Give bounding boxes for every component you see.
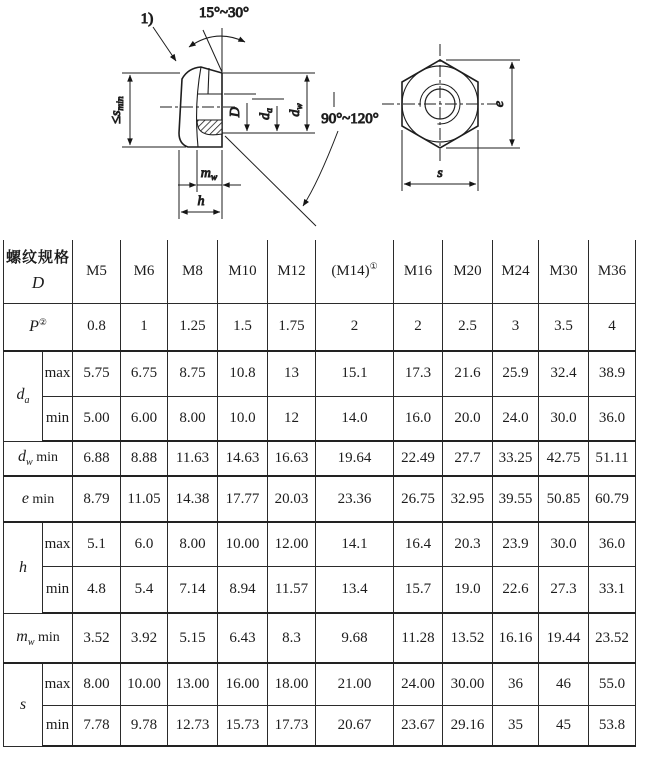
value-cell: 42.75 (539, 441, 589, 476)
smin-label: $\le s_{min}$ (109, 96, 126, 124)
dim-dw-label: $d_w$ (288, 103, 305, 117)
value-cell: 33.1 (589, 566, 636, 613)
value-cell: 24.0 (493, 396, 539, 441)
table-row (4, 522, 636, 566)
table-row (4, 705, 636, 746)
value-cell: 2 (394, 303, 443, 351)
value-cell: 8.75 (168, 351, 218, 396)
value-cell: 9.68 (316, 613, 394, 663)
value-cell: 16.63 (268, 441, 316, 476)
value-cell: 13.4 (316, 566, 394, 613)
value-cell: 39.55 (493, 476, 539, 522)
col-header: M24 (493, 240, 539, 303)
value-cell: 9.78 (121, 705, 168, 746)
col-header: M12 (268, 240, 316, 303)
hex-face-view (382, 44, 520, 191)
value-cell: 8.79 (73, 476, 121, 522)
col-header: M20 (443, 240, 493, 303)
value-cell: 20.67 (316, 705, 394, 746)
dim-mw-label: $m_w$ (200, 166, 218, 183)
dim-h-label: h (197, 194, 205, 209)
value-cell: 12 (268, 396, 316, 441)
value-cell: 11.05 (121, 476, 168, 522)
value-cell: 14.0 (316, 396, 394, 441)
value-cell: 4.8 (73, 566, 121, 613)
value-cell: 35 (493, 705, 539, 746)
dim-da-label: $d_a$ (258, 108, 275, 120)
row-label-cell: $m_w$ min (4, 613, 73, 663)
value-cell: 14.1 (316, 522, 394, 566)
value-cell: 5.1 (73, 522, 121, 566)
value-cell: 30.00 (443, 663, 493, 705)
value-cell: 17.3 (394, 351, 443, 396)
table-row (4, 396, 636, 441)
value-cell: 27.7 (443, 441, 493, 476)
value-cell: 1.5 (218, 303, 268, 351)
table-row (4, 441, 636, 476)
value-cell: 19.44 (539, 613, 589, 663)
value-cell: 30.0 (539, 396, 589, 441)
dim-e-label: e (492, 100, 507, 108)
value-cell: 8.88 (121, 441, 168, 476)
value-cell: 20.03 (268, 476, 316, 522)
value-cell: 11.28 (394, 613, 443, 663)
value-cell: 8.00 (73, 663, 121, 705)
note-ref-label: 1) (140, 11, 154, 27)
value-cell: 22.49 (394, 441, 443, 476)
value-cell: 21.00 (316, 663, 394, 705)
row-group-label-cell: $d_a$ (4, 351, 43, 441)
value-cell: 0.8 (73, 303, 121, 351)
value-cell: 21.6 (443, 351, 493, 396)
row-sublabel-cell: max (43, 522, 73, 566)
table-row (4, 613, 636, 663)
value-cell: 7.78 (73, 705, 121, 746)
table-row (4, 303, 636, 351)
value-cell: 23.52 (589, 613, 636, 663)
value-cell: 19.64 (316, 441, 394, 476)
col-header: M5 (73, 240, 121, 303)
countersink-angle-label: 90°~120° (321, 111, 379, 127)
value-cell: 10.8 (218, 351, 268, 396)
value-cell: 33.25 (493, 441, 539, 476)
value-cell: 3 (493, 303, 539, 351)
value-cell: 16.16 (493, 613, 539, 663)
value-cell: 45 (539, 705, 589, 746)
row-group-label-cell: s (4, 663, 43, 746)
thread-spec-label-cn: 螺纹规格 (6, 250, 71, 267)
value-cell: 5.00 (73, 396, 121, 441)
value-cell: 3.5 (539, 303, 589, 351)
row-label-cell: P② (4, 303, 73, 351)
chamfer-angle-label: 15°~30° (198, 5, 250, 21)
hex-corner-line (208, 68, 209, 94)
col-header: M8 (168, 240, 218, 303)
value-cell: 30.0 (539, 522, 589, 566)
table-row (4, 351, 636, 396)
header-row (4, 240, 636, 303)
col-header: M16 (394, 240, 443, 303)
value-cell: 7.14 (168, 566, 218, 613)
value-cell: 15.1 (316, 351, 394, 396)
spec-table (3, 240, 636, 747)
col-header: M30 (539, 240, 589, 303)
value-cell: 12.00 (268, 522, 316, 566)
value-cell: 15.73 (218, 705, 268, 746)
row-label-cell: e min (4, 476, 73, 522)
value-cell: 36 (493, 663, 539, 705)
value-cell: 23.36 (316, 476, 394, 522)
value-cell: 51.11 (589, 441, 636, 476)
locknut-technical-drawing (0, 0, 650, 240)
col-header: M36 (589, 240, 636, 303)
value-cell: 50.85 (539, 476, 589, 522)
value-cell: 8.00 (168, 522, 218, 566)
row-sublabel-cell: min (43, 566, 73, 613)
value-cell: 10.00 (218, 522, 268, 566)
value-cell: 38.9 (589, 351, 636, 396)
value-cell: 36.0 (589, 522, 636, 566)
value-cell: 10.00 (121, 663, 168, 705)
thread-spec-corner-cell (4, 240, 73, 303)
value-cell: 8.3 (268, 613, 316, 663)
value-cell: 26.75 (394, 476, 443, 522)
value-cell: 25.9 (493, 351, 539, 396)
value-cell: 29.16 (443, 705, 493, 746)
value-cell: 32.95 (443, 476, 493, 522)
value-cell: 10.0 (218, 396, 268, 441)
row-sublabel-cell: min (43, 705, 73, 746)
value-cell: 6.00 (121, 396, 168, 441)
side-section-view (109, 5, 379, 226)
value-cell: 1.75 (268, 303, 316, 351)
value-cell: 6.88 (73, 441, 121, 476)
value-cell: 16.4 (394, 522, 443, 566)
value-cell: 5.4 (121, 566, 168, 613)
note-leader (153, 27, 176, 61)
dim-chamfer-angle (189, 28, 245, 72)
value-cell: 36.0 (589, 396, 636, 441)
col-header: M10 (218, 240, 268, 303)
value-cell: 55.0 (589, 663, 636, 705)
value-cell: 18.00 (268, 663, 316, 705)
value-cell: 3.52 (73, 613, 121, 663)
value-cell: 22.6 (493, 566, 539, 613)
table-row (4, 476, 636, 522)
value-cell: 6.0 (121, 522, 168, 566)
dim-D-label: D (228, 106, 243, 118)
value-cell: 27.3 (539, 566, 589, 613)
value-cell: 3.92 (121, 613, 168, 663)
value-cell: 13.52 (443, 613, 493, 663)
value-cell: 8.00 (168, 396, 218, 441)
value-cell: 24.00 (394, 663, 443, 705)
value-cell: 1.25 (168, 303, 218, 351)
col-header: M6 (121, 240, 168, 303)
value-cell: 14.38 (168, 476, 218, 522)
row-group-label-cell: h (4, 522, 43, 613)
nylon-insert-hatch (197, 120, 222, 135)
row-sublabel-cell: max (43, 351, 73, 396)
row-sublabel-cell: min (43, 396, 73, 441)
value-cell: 13 (268, 351, 316, 396)
row-label-cell: $d_w$ min (4, 441, 73, 476)
value-cell: 5.75 (73, 351, 121, 396)
value-cell: 2 (316, 303, 394, 351)
value-cell: 6.75 (121, 351, 168, 396)
value-cell: 23.9 (493, 522, 539, 566)
value-cell: 11.57 (268, 566, 316, 613)
value-cell: 17.77 (218, 476, 268, 522)
value-cell: 19.0 (443, 566, 493, 613)
value-cell: 8.94 (218, 566, 268, 613)
diameter-extension-lines (222, 73, 315, 133)
col-header: (M14)① (316, 240, 394, 303)
value-cell: 6.43 (218, 613, 268, 663)
dim-smin (122, 73, 186, 147)
value-cell: 46 (539, 663, 589, 705)
value-cell: 53.8 (589, 705, 636, 746)
value-cell: 15.7 (394, 566, 443, 613)
dim-s-label: s (437, 166, 443, 181)
row-sublabel-cell: max (43, 663, 73, 705)
value-cell: 32.4 (539, 351, 589, 396)
table-row (4, 663, 636, 705)
value-cell: 23.67 (394, 705, 443, 746)
value-cell: 11.63 (168, 441, 218, 476)
thread-spec-symbol-D: D (31, 272, 45, 292)
value-cell: 16.0 (394, 396, 443, 441)
value-cell: 60.79 (589, 476, 636, 522)
value-cell: 13.00 (168, 663, 218, 705)
value-cell: 12.73 (168, 705, 218, 746)
value-cell: 20.3 (443, 522, 493, 566)
table-row (4, 566, 636, 613)
value-cell: 2.5 (443, 303, 493, 351)
value-cell: 20.0 (443, 396, 493, 441)
value-cell: 14.63 (218, 441, 268, 476)
value-cell: 16.00 (218, 663, 268, 705)
value-cell: 17.73 (268, 705, 316, 746)
value-cell: 4 (589, 303, 636, 351)
value-cell: 5.15 (168, 613, 218, 663)
value-cell: 1 (121, 303, 168, 351)
